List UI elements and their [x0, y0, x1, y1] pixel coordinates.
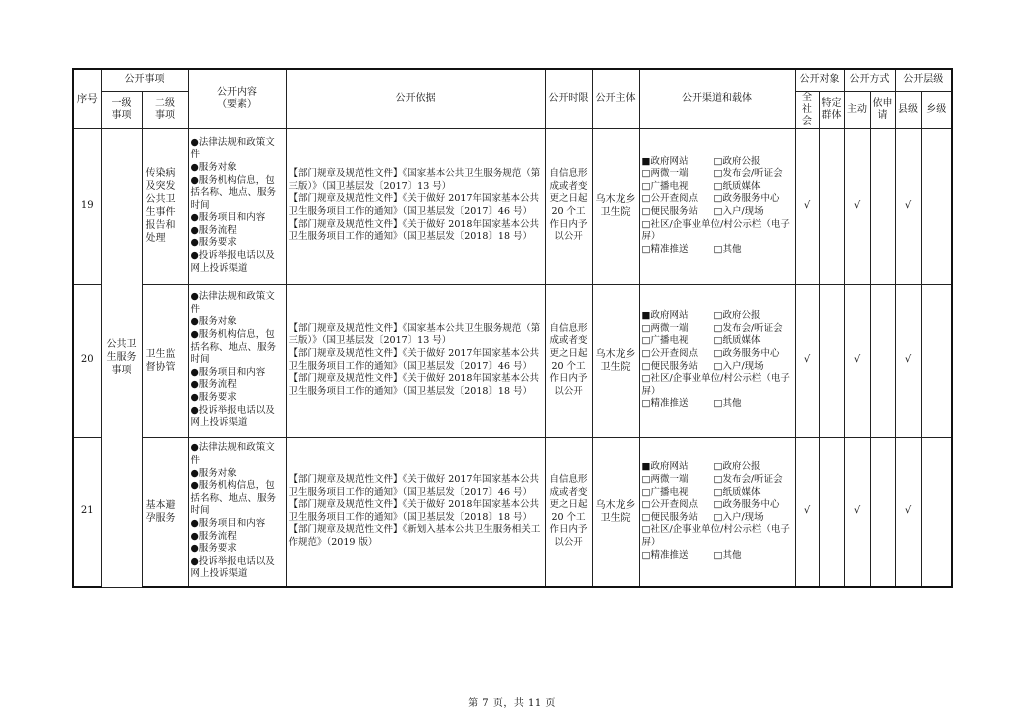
- basis-cell: [286, 437, 545, 587]
- channel-option: □公开查阅点: [641, 499, 698, 511]
- channel-option: □公开查阅点: [641, 347, 698, 359]
- channel-option: □政务服务中心: [713, 193, 780, 205]
- subject-cell: 乌木龙乡卫生院: [592, 437, 639, 587]
- header-target-group: 公开对象: [795, 69, 844, 91]
- basis-line: 【部门规章及规范性文件】《关于做好 2018年国家基本公共卫生服务项目工作的通知》（国卫基层发〔2018〕18 号）: [288, 499, 539, 523]
- channel-option: □入户/现场: [713, 511, 764, 523]
- channel-cell: [639, 284, 795, 437]
- page-footer: 第 7 页，共 11 页: [468, 698, 556, 709]
- header-level2: 二级 事项: [142, 91, 188, 128]
- content-line: ●服务要求: [190, 543, 237, 555]
- header-subject: 公开主体: [592, 69, 639, 128]
- channel-option: □精准推送: [641, 243, 689, 255]
- mode-active-mark: √: [844, 284, 870, 437]
- header-mode-apply: 依申 请: [870, 91, 895, 128]
- time-cell: 自信息形成或者变更之日起 20 个工作日内予以公开: [545, 128, 592, 284]
- basis-cell: [286, 284, 545, 437]
- row-seq: 20: [73, 284, 101, 437]
- mode-apply-mark: [870, 437, 895, 587]
- level2-cell: 基本避孕服务: [142, 437, 188, 587]
- level-town-mark: [921, 128, 952, 284]
- content-line: ●服务对象: [190, 467, 237, 479]
- content-line: ●服务对象: [190, 316, 237, 328]
- channel-option: □精准推送: [641, 398, 689, 410]
- channel-option: □广播电视: [641, 180, 689, 192]
- header-time: 公开时限: [545, 69, 592, 128]
- header-row-1: [73, 69, 952, 91]
- mode-apply-mark: [870, 284, 895, 437]
- channel-option: □社区/企事业单位/村公示栏（电子屏）: [641, 373, 790, 397]
- content-line: ●服务机构信息，包括名称、地点、服务时间: [190, 174, 277, 211]
- channel-option: □两微一端: [641, 473, 689, 485]
- level-town-mark: [921, 437, 952, 587]
- subject-cell: 乌木龙乡卫生院: [592, 128, 639, 284]
- content-line: ●服务流程: [190, 379, 237, 391]
- channel-option: □其他: [713, 549, 742, 561]
- level1-cell: 公共卫 生服务 事项: [101, 128, 142, 587]
- time-cell: 自信息形成或者变更之日起 20 个工作日内予以公开: [545, 437, 592, 587]
- channel-option: □社区/企事业单位/村公示栏（电子屏）: [641, 524, 790, 548]
- header-level-group: 公开层级: [895, 69, 952, 91]
- basis-cell: [286, 128, 545, 284]
- content-line: ●服务要求: [190, 391, 237, 403]
- target-specific-mark: [819, 128, 844, 284]
- basis-line: 【部门规章及规范性文件】《国家基本公共卫生服务规范（第三版）》（国卫基层发〔2017〕13 号）: [288, 168, 541, 192]
- header-content: 公开内容 （要素）: [188, 69, 286, 128]
- basis-line: 【部门规章及规范性文件】《新划入基本公共卫生服务相关工作规范》（2019 版）: [288, 524, 541, 548]
- header-items-group: 公开事项: [101, 69, 188, 91]
- content-line: ●投诉举报电话以及网上投诉渠道: [190, 250, 275, 274]
- level-county-mark: √: [895, 437, 921, 587]
- header-target-specific: 特定 群体: [819, 91, 844, 128]
- channel-option: □纸质媒体: [713, 486, 761, 498]
- content-line: ●服务项目和内容: [190, 212, 266, 224]
- row-seq: 21: [73, 437, 101, 587]
- channel-option: □纸质媒体: [713, 180, 761, 192]
- channel-option: □发布会/听证会: [713, 322, 783, 334]
- subject-cell: 乌木龙乡卫生院: [592, 284, 639, 437]
- header-mode-active: 主动: [844, 91, 870, 128]
- table-row: [73, 284, 952, 437]
- channel-cell: [639, 128, 795, 284]
- disclosure-table: [72, 68, 953, 588]
- header-seq: 序号: [73, 69, 101, 128]
- channel-option: □政府公报: [713, 155, 761, 167]
- header-channel: 公开渠道和载体: [639, 69, 795, 128]
- content-line: ●法律法规和政策文件: [190, 291, 275, 315]
- table-row: [73, 437, 952, 587]
- channel-option: □入户/现场: [713, 360, 764, 372]
- time-cell: 自信息形成或者变更之日起 20 个工作日内予以公开: [545, 284, 592, 437]
- level-town-mark: [921, 284, 952, 437]
- content-line: ●法律法规和政策文件: [190, 136, 275, 161]
- channel-option: □其他: [713, 398, 742, 410]
- target-all-mark: √: [795, 437, 819, 587]
- channel-option: □公开查阅点: [641, 193, 698, 205]
- channel-option: □广播电视: [641, 335, 689, 347]
- content-line: ●投诉举报电话以及网上投诉渠道: [190, 555, 275, 580]
- channel-option: □便民服务站: [641, 206, 698, 217]
- basis-line: 【部门规章及规范性文件】《关于做好 2017年国家基本公共卫生服务项目工作的通知》（国卫基层发〔2017〕46 号）: [288, 193, 539, 217]
- channel-option: □两微一端: [641, 168, 689, 180]
- target-specific-mark: [819, 284, 844, 437]
- basis-line: 【部门规章及规范性文件】《关于做好 2017年国家基本公共卫生服务项目工作的通知》（国卫基层发〔2017〕46 号）: [288, 473, 539, 498]
- content-line: ●服务要求: [190, 237, 237, 249]
- basis-line: 【部门规章及规范性文件】《关于做好 2018年国家基本公共卫生服务项目工作的通知》（国卫基层发〔2018〕18 号）: [288, 218, 539, 243]
- row-seq: 19: [73, 128, 101, 284]
- channel-option: □入户/现场: [713, 206, 764, 217]
- header-level1: 一级 事项: [101, 91, 142, 128]
- channel-option: □两微一端: [641, 322, 689, 334]
- channel-option: □发布会/听证会: [713, 168, 783, 180]
- level-county-mark: √: [895, 128, 921, 284]
- channel-option: □社区/企事业单位/村公示栏（电子屏）: [641, 218, 790, 243]
- content-line: ●服务流程: [190, 530, 237, 542]
- channel-option: □便民服务站: [641, 511, 698, 523]
- mode-active-mark: √: [844, 437, 870, 587]
- content-line: ●服务流程: [190, 224, 237, 236]
- channel-option: □广播电视: [641, 486, 689, 498]
- channel-option: □政府公报: [713, 461, 761, 473]
- content-cell: [188, 128, 286, 284]
- content-line: ●服务项目和内容: [190, 366, 266, 378]
- target-all-mark: √: [795, 284, 819, 437]
- content-line: ●服务机构信息，包括名称、地点、服务时间: [190, 480, 277, 517]
- channel-option: ■政府网站: [641, 461, 689, 473]
- content-line: ●服务项目和内容: [190, 518, 266, 530]
- header-basis: 公开依据: [286, 69, 545, 128]
- header-mode-group: 公开方式: [844, 69, 895, 91]
- content-cell: [188, 437, 286, 587]
- channel-cell: [639, 437, 795, 587]
- channel-option: ■政府网站: [641, 155, 689, 167]
- content-cell: [188, 284, 286, 437]
- channel-option: □政务服务中心: [713, 499, 780, 511]
- level2-cell: 卫生监督协管: [142, 284, 188, 437]
- channel-option: ■政府网站: [641, 310, 689, 322]
- channel-option: □政务服务中心: [713, 347, 780, 359]
- basis-line: 【部门规章及规范性文件】《国家基本公共卫生服务规范（第三版）》（国卫基层发〔2017〕13 号）: [288, 322, 541, 347]
- channel-option: □发布会/听证会: [713, 473, 783, 485]
- target-specific-mark: [819, 437, 844, 587]
- content-line: ●服务机构信息，包括名称、地点、服务时间: [190, 329, 277, 366]
- basis-line: 【部门规章及规范性文件】《关于做好 2017年国家基本公共卫生服务项目工作的通知》（国卫基层发〔2017〕46 号）: [288, 347, 539, 372]
- channel-option: □精准推送: [641, 549, 689, 561]
- level2-cell: 传染病及突发公共卫生事件报告和处理: [142, 128, 188, 284]
- header-level-town: 乡级: [921, 91, 952, 128]
- content-line: ●投诉举报电话以及网上投诉渠道: [190, 404, 275, 429]
- header-level-county: 县级: [895, 91, 921, 128]
- table-row: [73, 128, 952, 284]
- channel-option: □便民服务站: [641, 360, 698, 372]
- channel-option: □纸质媒体: [713, 335, 761, 347]
- basis-line: 【部门规章及规范性文件】《关于做好 2018年国家基本公共卫生服务项目工作的通知》（国卫基层发〔2018〕18 号）: [288, 373, 539, 397]
- channel-grid: [642, 461, 793, 562]
- channel-grid: [642, 310, 793, 411]
- target-all-mark: √: [795, 128, 819, 284]
- header-target-all: 全社 会: [795, 91, 819, 128]
- channel-option: □政府公报: [713, 310, 761, 322]
- channel-option: □其他: [713, 243, 742, 255]
- content-line: ●法律法规和政策文件: [190, 442, 275, 467]
- level-county-mark: √: [895, 284, 921, 437]
- channel-grid: [642, 156, 793, 257]
- mode-apply-mark: [870, 128, 895, 284]
- content-line: ●服务对象: [190, 161, 237, 173]
- mode-active-mark: √: [844, 128, 870, 284]
